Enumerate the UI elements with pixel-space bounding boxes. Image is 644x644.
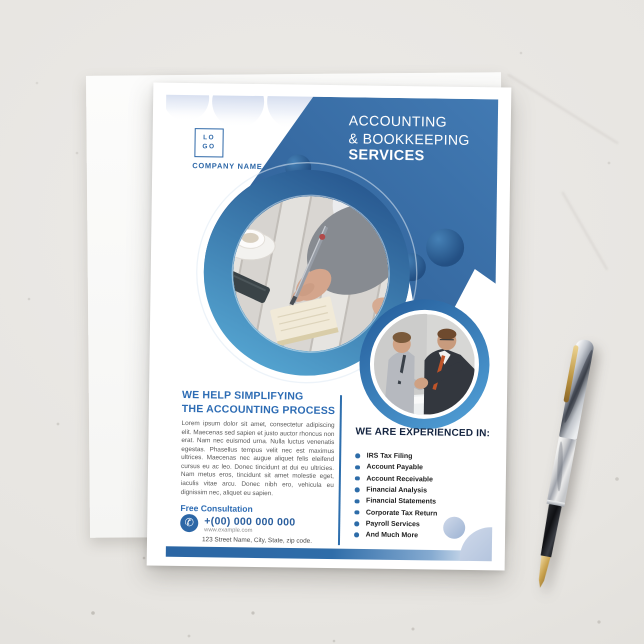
free-consultation-label: Free Consultation: [180, 502, 253, 514]
experience-item-label: Financial Analysis: [366, 486, 428, 495]
bullet-dot-icon: [355, 488, 360, 493]
list-item: [354, 529, 437, 541]
fountain-pen: [530, 338, 596, 589]
experience-item-label: IRS Tax Filing: [366, 452, 413, 461]
experience-item-label: Payroll Services: [365, 520, 420, 529]
title-line-2: & BOOKKEEPING: [348, 129, 470, 148]
phone-number: +(00) 000 000 000: [204, 515, 296, 529]
experience-item-label: Account Receivable: [366, 475, 433, 484]
bullet-dot-icon: [355, 454, 360, 459]
experience-item-label: Corporate Tax Return: [365, 509, 438, 518]
experience-heading: WE ARE EXPERIENCED IN:: [355, 426, 491, 440]
flyer: [147, 83, 512, 571]
experience-item-label: Account Payable: [366, 463, 424, 472]
intro-paragraph: Lorem ipsum dolor sit amet, consectetur adipiscing elit. Maecenas sed sapien et justo auctor rhoncus non erat. Nam nec euismod urna. Nulla luctus venenatis egestas. Phasellus tempus velit nec est maximus ultrices. Maecenas nec augue aliquet felis eleifend cursus eu ac leo. Donec tincidunt at dui eu ultricies. Nam metus eros, tincidunt sit amet molestie eget, iaculis vitae arcu. Donec nibh ero, vehicula eu dignissim nec, aliquet eu sapien.: [180, 419, 335, 497]
pen-barrel: [547, 437, 576, 503]
company-name: COMPANY NAME: [192, 161, 263, 172]
company-logo: [194, 128, 223, 157]
experience-list: [354, 450, 438, 542]
bullet-dot-icon: [354, 522, 359, 527]
pen-nib: [535, 555, 552, 588]
intro-heading-line1: WE HELP SIMPLIFYING: [181, 388, 304, 403]
website-url: www.example.com: [204, 527, 253, 534]
logo-text-line2: GO: [202, 142, 216, 150]
experience-item-label: And Much More: [365, 531, 419, 540]
decor-light-circle-bottom-big: [459, 527, 498, 561]
title-line-3: SERVICES: [348, 147, 425, 165]
bullet-dot-icon: [354, 533, 359, 538]
decor-light-circle-bottom-small: [443, 517, 465, 539]
bullet-dot-icon: [355, 476, 360, 481]
logo-text-line1: LO: [203, 133, 216, 142]
bottom-accent-bar: [166, 546, 468, 561]
experience-item-label: Financial Statements: [366, 497, 437, 506]
phone-glyph: ✆: [184, 516, 194, 529]
intro-heading: [182, 388, 336, 418]
intro-heading-line2: THE ACCOUNTING PROCESS: [181, 402, 336, 418]
marble-vein: [507, 74, 618, 145]
bullet-dot-icon: [355, 499, 360, 504]
marble-vein: [562, 191, 608, 270]
desk-specks: [0, 0, 2, 2]
bullet-dot-icon: [354, 510, 359, 515]
pen-grip: [539, 504, 562, 558]
flyer-title: [348, 112, 470, 166]
pen-cap: [559, 338, 595, 440]
bullet-dot-icon: [355, 465, 360, 470]
street-address: 123 Street Name, City, State, zip code.: [201, 536, 313, 545]
title-line-1: ACCOUNTING: [348, 112, 448, 130]
